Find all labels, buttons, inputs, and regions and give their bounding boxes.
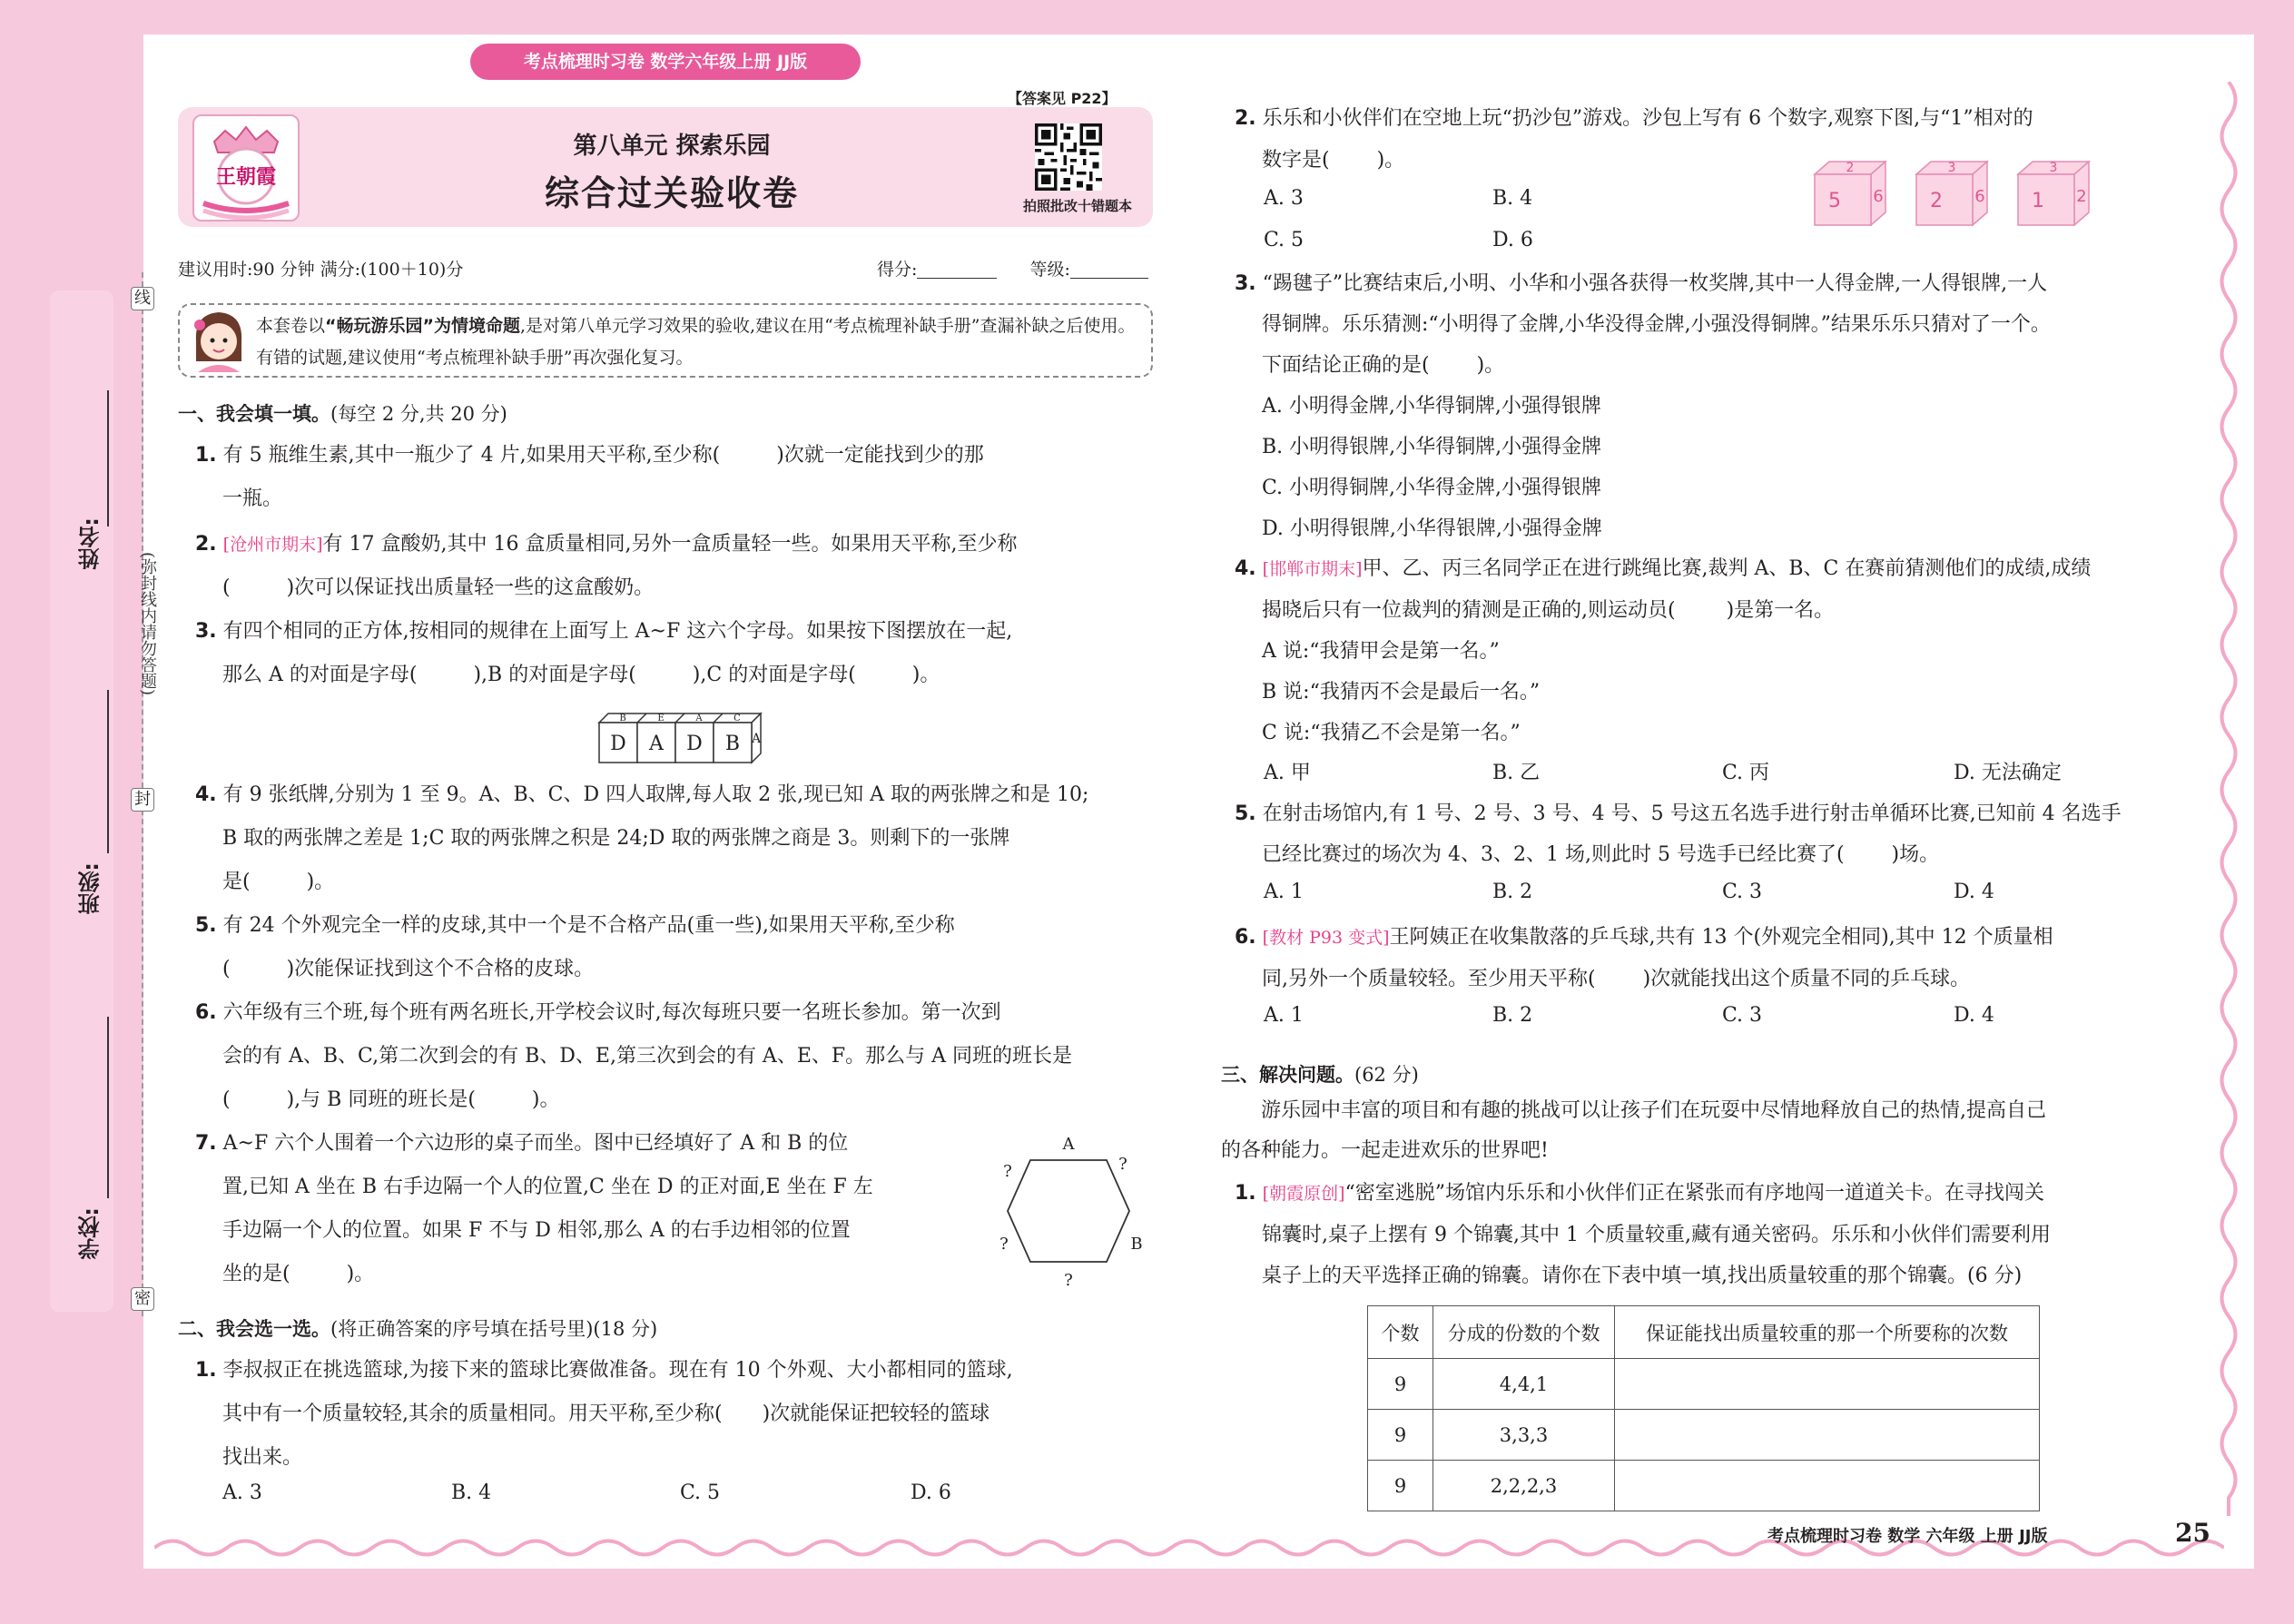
table-row [1368, 1461, 2040, 1511]
table-header: 个数 [1368, 1306, 1433, 1359]
s1-question-5: 5. 有 24 个外观完全一样的皮球,其中一个是不合格产品(重一些),如果用天平称,至少称 ( )次能保证找到这个不合格的皮球。 [195, 914, 955, 980]
s1-question-3: 3. 有四个相同的正方体,按相同的规律在上面写上 A~F 这六个字母。如果按下图摆放在一起, 那么 A 的对面是字母( ),B 的对面是字母( ),C 的对面是字母( )。 [195, 620, 1013, 686]
table-header-row [1368, 1306, 2040, 1359]
brand-logo [192, 114, 300, 221]
cube-row-figure [596, 706, 777, 766]
source-tag: [沧州市期末] [222, 535, 323, 555]
source-tag: [教材 P93 变式] [1262, 928, 1390, 948]
die-face: 3 [1947, 161, 1956, 175]
hexagon-table-figure [991, 1133, 1146, 1289]
option-b[interactable]: B. 乙 [1492, 762, 1541, 784]
s2q2-options-row1 [1264, 187, 1808, 223]
s1-question-4: 4. 有 9 张纸牌,分别为 1 至 9。A、B、C、D 四人取牌,每人取 2 张,现已知 A 取的两张牌之和是 10; B 取的两张牌之差是 1;C 取的两张牌之积是 24;D 取的两张牌之商是 3。则剩下的一张牌 是( )。 [195, 783, 1089, 893]
answer-cell[interactable] [1615, 1410, 2040, 1461]
die-face: 2 [1930, 190, 1943, 212]
option-a[interactable]: A. 小明得金牌,小华得铜牌,小强得银牌 [1262, 395, 1601, 418]
wavy-border-right [2215, 82, 2242, 1516]
seal-char-seal: 封 [131, 788, 154, 812]
school-label: 学校: [78, 1207, 103, 1260]
source-tag: [朝霞原创] [1262, 1184, 1345, 1204]
die-face: 6 [1873, 187, 1884, 206]
class-field[interactable] [107, 690, 109, 853]
qr-code-icon[interactable] [1035, 123, 1102, 191]
seal-char-secret: 密 [131, 1287, 154, 1311]
s3-question-1: 1. [朝霞原创]“密室逃脱”场馆内乐乐和小伙伴们正在紧张而有序地闯一道道关卡。在寻找闯关 锦囊时,桌子上摆有 9 个锦囊,其中 1 个质量较重,藏有通关密码。乐乐和小伙伴们需要利用 桌子上的天平选择正确的锦囊。请你在下表中填一填,找出质量较重的那个锦囊。(6 分) [1235, 1182, 2051, 1287]
cube-top-face: A [695, 714, 703, 723]
answer-cell[interactable] [1615, 1359, 2040, 1410]
s2q5-options [1264, 881, 2226, 917]
weighing-table [1367, 1305, 2040, 1511]
hex-seat-q: ? [1003, 1162, 1012, 1181]
intro-theme: “畅玩游乐园”为情境命题 [325, 316, 520, 336]
answer-reference: 【答案见 P22】 [1008, 90, 1117, 107]
s1-question-7: 7. A~F 六个人围着一个六边形的桌子而坐。图中已经填好了 A 和 B 的位 置,已知 A 坐在 B 右手边隔一个人的位置,C 坐在 D 的正对面,E 坐在 F 左 手边隔一个人的位置。如果 F 不与 D 相邻,那么 A 的右手边相邻的位置 坐的是( )。 [195, 1132, 873, 1285]
option-c[interactable]: C. 5 [680, 1481, 721, 1504]
girl-avatar-icon [187, 307, 251, 374]
judge-a-statement: A 说:“我猜甲会是第一名。” [1262, 640, 1500, 663]
cube-face: A [649, 733, 664, 755]
hex-seat-q: ? [999, 1235, 1009, 1254]
cube-face: B [724, 733, 741, 755]
hex-seat-b: B [1130, 1235, 1143, 1254]
s2-question-6: 6. [教材 P93 变式]王阿姨正在收集散落的乒乓球,共有 13 个(外观完全相同),其中 12 个质量相 同,另外一个质量较轻。至少用天平称( )次就能找出这个质量不同的乒乓球。 [1235, 926, 2053, 990]
score-label: 得分: [877, 260, 918, 280]
table-cell: 9 [1368, 1359, 1433, 1410]
s2q6-options [1264, 1004, 2226, 1040]
option-c[interactable]: C. 3 [1722, 1004, 1763, 1027]
class-label: 班级: [78, 862, 103, 915]
section-3-intro: 游乐园中丰富的项目和有趣的挑战可以让孩子们在玩耍中尽情地释放自己的热情,提高自己 的各种能力。一起走进欢乐的世界吧! [1221, 1099, 2046, 1162]
s2-question-5: 5. 在射击场馆内,有 1 号、2 号、3 号、4 号、5 号这五名选手进行射击单循环比赛,已知前 4 名选手 已经比赛过的场次为 4、3、2、1 场,则此时 5 号选手已经比赛了( )场。 [1235, 802, 2122, 866]
option-a[interactable]: A. 3 [222, 1481, 262, 1504]
judge-b-statement: B 说:“我猜丙不会是最后一名。” [1262, 681, 1541, 704]
footer-text: 考点梳理时习卷 数学 六年级 上册 JJ版 [1767, 1527, 2048, 1546]
option-b[interactable]: B. 小明得银牌,小华得铜牌,小强得金牌 [1262, 436, 1602, 458]
intro-text: 本套卷以“畅玩游乐园”为情境命题,是对第八单元学习效果的验收,建议在用“考点梳理补缺手册”查漏补缺之后使用。有错的试题,建议使用“考点梳理补缺手册”再次强化复习。 [256, 316, 1136, 368]
unit-title: 第八单元 探索乐园 [573, 133, 771, 160]
grade-field[interactable] [1070, 278, 1148, 279]
cube-top-face: B [619, 714, 626, 723]
table-cell: 4,4,1 [1433, 1359, 1615, 1410]
s2q2-options-row2 [1264, 229, 1808, 265]
time-and-score-info: 建议用时:90 分钟 满分:(100＋10)分 [178, 260, 464, 280]
table-cell: 2,2,2,3 [1433, 1461, 1615, 1511]
option-a[interactable]: A. 3 [1264, 187, 1304, 210]
section-1-title: 一、我会填一填。(每空 2 分,共 20 分) [178, 403, 507, 425]
s2q4-options [1264, 757, 2226, 793]
option-a[interactable]: A. 1 [1264, 881, 1304, 903]
s2-question-4: 4. [邯郸市期末]甲、乙、丙三名同学正在进行跳绳比赛,裁判 A、B、C 在赛前猜测他们的成绩,成绩 揭晓后只有一位裁判的猜测是正确的,则运动员( )是第一名。 A 说:“我猜甲会是第一名。” B 说:“我猜丙不会是最后一名。” C 说:“我猜乙不会是第一名。” [1235, 548, 2197, 753]
table-cell: 3,3,3 [1433, 1410, 1615, 1461]
table-cell: 9 [1368, 1410, 1433, 1461]
grade-label: 等级: [1029, 260, 1070, 280]
logo-text: 王朝霞 [215, 165, 277, 189]
s1-question-1: 1. 有 5 瓶维生素,其中一瓶少了 4 片,如果用天平称,至少称( )次就一定能找到少的那 一瓶。 [195, 444, 984, 510]
name-label: 姓名: [78, 517, 103, 570]
s1-question-6: 6. 六年级有三个班,每个班有两名班长,开学校会议时,每次每班只要一名班长参加。第一次到 会的有 A、B、C,第二次到会的有 B、D、E,第三次到会的有 A、E、F。那么与 A 同班的班长是 ( ),与 B 同班的班长是( )。 [195, 1001, 1073, 1111]
score-field[interactable] [917, 278, 997, 279]
page-number: 25 [2175, 1518, 2210, 1548]
s1-question-2: 2. [沧州市期末]有 17 盒酸奶,其中 16 盒质量相同,另外一盒质量轻一些。如果用天平称,至少称 ( )次可以保证找出质量轻一些的这盒酸奶。 [195, 533, 1018, 599]
school-field[interactable] [107, 1017, 109, 1198]
judge-c-statement: C 说:“我猜乙不会是第一名。” [1262, 722, 1521, 744]
option-b[interactable]: B. 2 [1492, 1004, 1533, 1027]
s2q1-options [222, 1481, 1039, 1518]
option-d[interactable]: D. 无法确定 [1954, 762, 2062, 784]
die-face: 3 [2049, 161, 2058, 175]
series-tab: 考点梳理时习卷 数学六年级上册 JJ版 [470, 44, 861, 80]
option-c[interactable]: C. 丙 [1722, 762, 1770, 784]
option-b[interactable]: B. 4 [451, 1481, 492, 1504]
sandbag-dice-figure [1811, 156, 2102, 229]
hex-seat-q: ? [1064, 1271, 1073, 1289]
answer-cell[interactable] [1615, 1461, 2040, 1511]
option-d[interactable]: D. 小明得银牌,小华得银牌,小强得金牌 [1262, 517, 1602, 540]
seal-notice: (弥封线内请勿答题) [138, 552, 157, 696]
die-face: 1 [2032, 190, 2044, 212]
die-face: 5 [1828, 190, 1841, 212]
qr-caption: 拍照批改十错题本 [1022, 198, 1132, 214]
die-face: 6 [1974, 187, 1985, 206]
option-c[interactable]: C. 小明得铜牌,小华得金牌,小强得银牌 [1262, 477, 1602, 499]
hex-seat-a: A [1062, 1135, 1075, 1154]
table-row [1368, 1359, 2040, 1410]
option-d[interactable]: D. 4 [1954, 881, 1994, 903]
s2-question-2: 2. 乐乐和小伙伴们在空地上玩“扔沙包”游戏。沙包上写有 6 个数字,观察下图,与“1”相对的 数字是( )。 [1235, 107, 2033, 172]
s2-question-1: 1. 李叔叔正在挑选篮球,为接下来的篮球比赛做准备。现在有 10 个外观、大小都相同的篮球, 其中有一个质量较轻,其余的质量相同。用天平称,至少称( )次就能保证把较轻的篮球 找出来。 [195, 1359, 1013, 1469]
source-tag: [邯郸市期末] [1262, 559, 1363, 579]
cube-face: D [686, 733, 703, 755]
score-grade-fields [877, 256, 1148, 281]
section-2-title: 二、我会选一选。(将正确答案的序号填在括号里)(18 分) [178, 1318, 658, 1340]
s2-question-3: 3. “踢毽子”比赛结束后,小明、小华和小强各获得一枚奖牌,其中一人得金牌,一人得银牌,一人 得铜牌。乐乐猜测:“小明得了金牌,小华没得金牌,小强没得铜牌。”结果乐乐只猜对了一个。 下面结论正确的是( )。 A. 小明得金牌,小华得铜牌,小强得银牌 B. 小明得银牌,小华得铜牌,小强得金牌 C. 小明得铜牌,小华得金牌,小强得银牌 D. 小明得银牌,小华得银牌,小强得金牌 [1235, 263, 2197, 549]
option-d[interactable]: D. 4 [1954, 1004, 1994, 1027]
option-c[interactable]: C. 3 [1722, 881, 1763, 903]
table-row [1368, 1410, 2040, 1461]
option-b[interactable]: B. 2 [1492, 881, 1533, 903]
die-face: 2 [1846, 161, 1855, 175]
option-b[interactable]: B. 4 [1492, 187, 1533, 210]
table-header: 分成的份数的个数 [1433, 1306, 1615, 1359]
binding-strip [50, 290, 113, 1312]
section-3-title: 三、解决问题。(62 分) [1221, 1064, 1419, 1086]
cube-side-face: A [751, 732, 762, 746]
hex-seat-q: ? [1118, 1155, 1127, 1174]
page-title: 综合过关验收卷 [544, 173, 799, 213]
cube-top-face: E [657, 714, 665, 723]
table-cell: 9 [1368, 1461, 1433, 1511]
cube-face: D [610, 733, 626, 755]
option-d[interactable]: D. 6 [1492, 229, 1533, 251]
die-face: 2 [2076, 187, 2087, 206]
name-field[interactable] [107, 390, 109, 527]
option-c[interactable]: C. 5 [1264, 229, 1305, 251]
table-header: 保证能找出质量较重的那一个所要称的次数 [1615, 1306, 2040, 1359]
option-d[interactable]: D. 6 [911, 1481, 951, 1504]
seal-char-line: 线 [131, 287, 154, 310]
cube-top-face: C [733, 714, 741, 723]
option-a[interactable]: A. 1 [1264, 1004, 1304, 1027]
option-a[interactable]: A. 甲 [1264, 762, 1311, 784]
